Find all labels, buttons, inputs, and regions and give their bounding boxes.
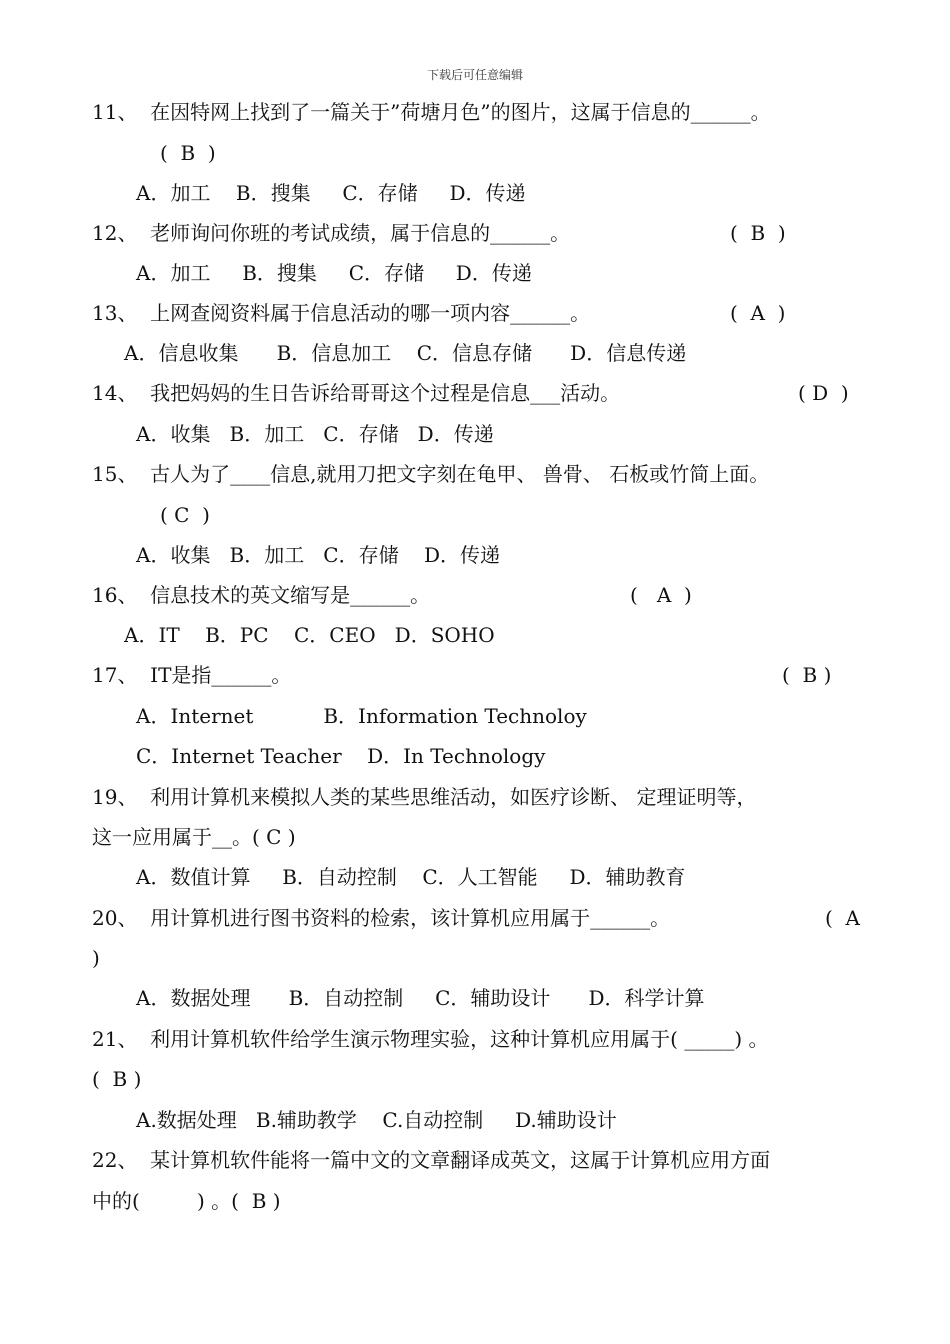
question-16-stem: 16、 信息技术的英文缩写是______。 — [92, 583, 431, 607]
question-15-answer: ( C ) — [160, 503, 210, 527]
question-19-options: A．数值计算 B．自动控制 C．人工智能 D．辅助教育 — [136, 865, 686, 889]
question-22-stem-line2: 中的( ) 。( B ) — [92, 1189, 281, 1213]
question-14-answer: ( D ) — [798, 381, 849, 405]
question-11-stem: 11、 在因特网上找到了一篇关于”荷塘月色”的图片，这属于信息的______。 — [92, 100, 771, 124]
question-16-answer: ( A ) — [630, 583, 692, 607]
question-20-answer-close: ) — [92, 946, 100, 970]
question-11-options: A．加工 B．搜集 C．存储 D．传递 — [136, 181, 526, 205]
question-14-stem: 14、 我把妈妈的生日告诉给哥哥这个过程是信息___活动。 — [92, 381, 621, 405]
question-21-options: A.数据处理 B.辅助教学 C.自动控制 D.辅助设计 — [136, 1108, 617, 1132]
question-12-stem: 12、 老师询问你班的考试成绩，属于信息的______。 — [92, 221, 571, 245]
question-20-options: A．数据处理 B．自动控制 C．辅助设计 D．科学计算 — [136, 986, 705, 1010]
question-12-answer: ( B ) — [730, 221, 786, 245]
question-19-stem-line1: 19、 利用计算机来模拟人类的某些思维活动，如医疗诊断、 定理证明等， — [92, 785, 757, 809]
question-17-stem: 17、 IT是指______。 — [92, 663, 292, 687]
question-15-options: A．收集 B．加工 C．存储 D．传递 — [136, 543, 501, 567]
page-header: 下载后可任意编辑 — [426, 68, 523, 82]
question-15-stem: 15、 古人为了____信息,就用刀把文字刻在龟甲、 兽骨、 石板或竹简上面。 — [92, 462, 770, 486]
question-17-options-row2: C．Internet Teacher D．In Technology — [136, 744, 546, 768]
question-11-answer: ( B ) — [160, 141, 216, 165]
question-20-stem: 20、 用计算机进行图书资料的检索，该计算机应用属于______。 — [92, 906, 671, 930]
question-22-stem-line1: 22、 某计算机软件能将一篇中文的文章翻译成英文，这属于计算机应用方面 — [92, 1148, 771, 1172]
question-19-stem-line2: 这一应用属于__。( C ) — [92, 825, 296, 849]
question-17-answer: ( B ) — [782, 663, 832, 687]
question-21-answer: ( B ) — [92, 1067, 142, 1091]
question-21-stem: 21、 利用计算机软件给学生演示物理实验，这种计算机应用属于( _____) 。 — [92, 1027, 769, 1051]
question-17-options-row1: A．Internet B．Information Technoloy — [136, 704, 587, 728]
question-13-answer: ( A ) — [730, 301, 786, 325]
question-20-answer: ( A — [825, 906, 860, 930]
question-13-stem: 13、 上网查阅资料属于信息活动的哪一项内容______。 — [92, 301, 591, 325]
question-16-options: A．IT B．PC C．CEO D．SOHO — [124, 623, 495, 647]
question-14-options: A．收集 B．加工 C．存储 D．传递 — [136, 422, 494, 446]
question-12-options: A．加工 B．搜集 C．存储 D．传递 — [136, 261, 532, 285]
question-13-options: A．信息收集 B．信息加工 C．信息存储 D．信息传递 — [124, 341, 687, 365]
